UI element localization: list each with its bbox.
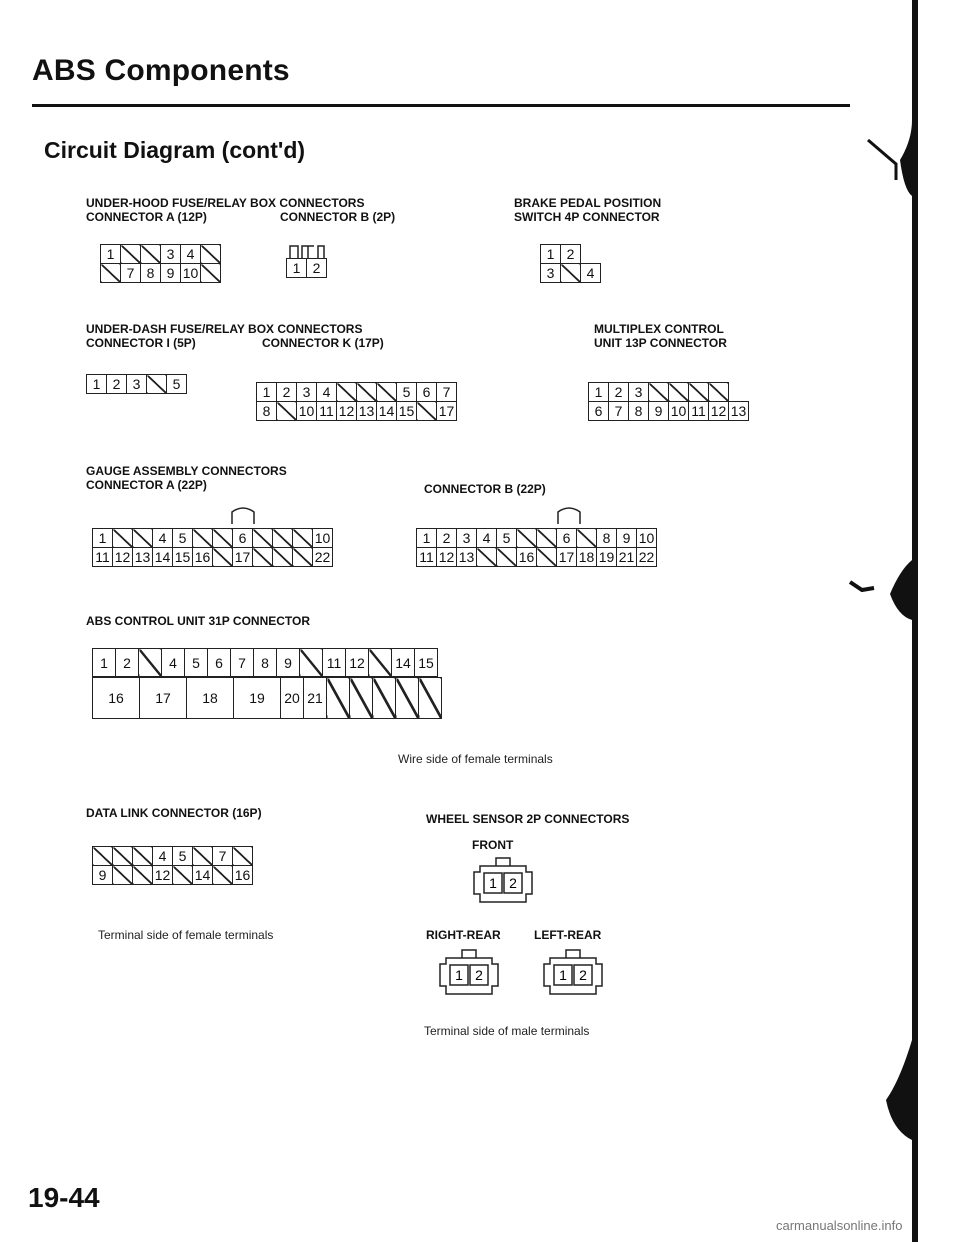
- unused-cavity: [477, 548, 497, 567]
- unused-cavity: [273, 529, 293, 548]
- terminal-pin: 8: [629, 402, 649, 421]
- unused-cavity: [561, 264, 581, 283]
- under-dash-conn-k-label: CONNECTOR K (17P): [262, 336, 384, 350]
- terminal-pin: 10: [313, 529, 333, 548]
- terminal-pin: 11: [323, 649, 346, 677]
- terminal-pin: 1: [417, 529, 437, 548]
- terminal-pin: 16: [517, 548, 537, 567]
- terminal-pin: 18: [187, 678, 234, 719]
- unused-cavity: [419, 678, 442, 719]
- terminal-pin: 2: [509, 875, 517, 891]
- under-dash-connector-i: [86, 374, 187, 394]
- unused-cavity: [417, 402, 437, 421]
- terminal-pin: 7: [437, 383, 457, 402]
- terminal-pin: 12: [153, 866, 173, 885]
- terminal-pin: 2: [437, 529, 457, 548]
- terminal-pin: 10: [297, 402, 317, 421]
- terminal-pin: 8: [257, 402, 277, 421]
- terminal-pin: 9: [93, 866, 113, 885]
- terminal-pin: 6: [208, 649, 231, 677]
- unused-cavity: [277, 402, 297, 421]
- terminal-pin: 14: [392, 649, 415, 677]
- wheel-sensor-body: [436, 948, 502, 1006]
- binder-clip-mid: [850, 560, 920, 630]
- terminal-pin: 10: [669, 402, 689, 421]
- terminal-pin: 12: [337, 402, 357, 421]
- terminal-pin: 1: [101, 245, 121, 264]
- unused-cavity: [147, 375, 167, 394]
- wheel-sensor-body: [540, 948, 606, 1006]
- terminal-pin: 1: [589, 383, 609, 402]
- terminal-pin: 4: [162, 649, 185, 677]
- terminal-pin: 1: [87, 375, 107, 394]
- terminal-pin: 3: [127, 375, 147, 394]
- under-hood-conn-a-label: CONNECTOR A (12P): [86, 210, 207, 224]
- terminal-pin: 4: [153, 529, 173, 548]
- gauge-b-latch: [554, 508, 584, 524]
- terminal-pin: 19: [234, 678, 281, 719]
- connector-b-latch: [286, 244, 330, 258]
- terminal-pin: 6: [589, 402, 609, 421]
- terminal-pin: 4: [317, 383, 337, 402]
- terminal-pin: 17: [557, 548, 577, 567]
- terminal-pin: 12: [346, 649, 369, 677]
- gauge-conn-b-label: CONNECTOR B (22P): [424, 482, 546, 496]
- brake-pedal-connector: [540, 244, 601, 283]
- terminal-pin: 11: [93, 548, 113, 567]
- under-hood-title: UNDER-HOOD FUSE/RELAY BOX CONNECTORS: [86, 196, 365, 210]
- terminal-pin: 5: [397, 383, 417, 402]
- terminal-pin: 2: [561, 245, 581, 264]
- terminal-pin: 17: [140, 678, 187, 719]
- terminal-pin: 5: [173, 529, 193, 548]
- terminal-pin: 3: [629, 383, 649, 402]
- binder-clip-bottom: [880, 1040, 920, 1140]
- unused-cavity: [369, 649, 392, 677]
- unused-cavity: [377, 383, 397, 402]
- terminal-pin: 13: [357, 402, 377, 421]
- unused-cavity: [193, 847, 213, 866]
- terminal-pin: 11: [317, 402, 337, 421]
- terminal-pin: 5: [167, 375, 187, 394]
- left-rear-wheel-sensor-connector: [540, 948, 606, 1011]
- unused-cavity: [577, 529, 597, 548]
- terminal-pin: 9: [617, 529, 637, 548]
- unused-cavity: [649, 383, 669, 402]
- terminal-pin: 16: [93, 678, 140, 719]
- terminal-pin: 2: [475, 967, 483, 983]
- unused-cavity: [373, 678, 396, 719]
- terminal-pin: 19: [597, 548, 617, 567]
- under-dash-connector-k: [256, 382, 457, 421]
- front-wheel-sensor-connector: [470, 856, 536, 919]
- terminal-pin: 2: [107, 375, 127, 394]
- abs-connector-row2: [92, 677, 442, 719]
- unused-cavity: [253, 548, 273, 567]
- terminal-pin: 8: [141, 264, 161, 283]
- terminal-pin: 9: [161, 264, 181, 283]
- terminal-pin: 9: [649, 402, 669, 421]
- terminal-pin: 9: [277, 649, 300, 677]
- gauge-title: GAUGE ASSEMBLY CONNECTORS: [86, 464, 287, 478]
- abs-unit-title: ABS CONTROL UNIT 31P CONNECTOR: [86, 614, 311, 628]
- page-number: 19-44: [28, 1182, 100, 1213]
- watermark: carmanualsonline.info: [776, 1218, 903, 1233]
- gauge-a-latch: [228, 508, 258, 524]
- abs-connector-row1: [92, 648, 438, 677]
- terminal-pin: 1: [287, 259, 307, 278]
- left-rear-label: LEFT-REAR: [534, 928, 602, 942]
- unused-cavity: [93, 847, 113, 866]
- data-link-title: DATA LINK CONNECTOR (16P): [86, 806, 262, 820]
- connector-shell: [440, 950, 498, 994]
- unused-cavity: [193, 529, 213, 548]
- terminal-pin: 5: [173, 847, 193, 866]
- terminal-pin: 2: [116, 649, 139, 677]
- page-title: ABS Components: [32, 54, 290, 87]
- terminal-pin: 17: [233, 548, 253, 567]
- unused-cavity: [293, 548, 313, 567]
- data-link-note: Terminal side of female terminals: [98, 928, 274, 942]
- terminal-pin: 3: [457, 529, 477, 548]
- gauge-connector-a: [92, 528, 333, 567]
- terminal-pin: 21: [304, 678, 327, 719]
- under-hood-conn-b-label: CONNECTOR B (2P): [280, 210, 396, 224]
- terminal-pin: 15: [415, 649, 438, 677]
- gauge-connector-b: [416, 528, 657, 567]
- brake-pedal-title: BRAKE PEDAL POSITION SWITCH 4P CONNECTOR: [514, 196, 662, 224]
- terminal-pin: 3: [297, 383, 317, 402]
- terminal-pin: 7: [121, 264, 141, 283]
- under-hood-connector-a: [100, 244, 221, 283]
- connector-shell: [544, 950, 602, 994]
- unused-cavity: [537, 548, 557, 567]
- unused-cavity: [139, 649, 162, 677]
- terminal-pin: 12: [113, 548, 133, 567]
- terminal-pin: 17: [437, 402, 457, 421]
- terminal-pin: 2: [307, 259, 327, 278]
- right-rear-label: RIGHT-REAR: [426, 928, 501, 942]
- unused-cavity: [337, 383, 357, 402]
- terminal-pin: 10: [181, 264, 201, 283]
- unused-cavity: [201, 245, 221, 264]
- binder-clip-top: [860, 120, 920, 200]
- unused-cavity: [517, 529, 537, 548]
- terminal-pin: 22: [637, 548, 657, 567]
- terminal-pin: 2: [579, 967, 587, 983]
- terminal-pin: 13: [133, 548, 153, 567]
- terminal-pin: 13: [729, 402, 749, 421]
- unused-cavity: [327, 678, 350, 719]
- unused-cavity: [133, 866, 153, 885]
- front-label: FRONT: [472, 838, 514, 852]
- terminal-pin: 3: [161, 245, 181, 264]
- terminal-pin: 5: [185, 649, 208, 677]
- terminal-pin: 11: [689, 402, 709, 421]
- terminal-pin: 1: [257, 383, 277, 402]
- terminal-pin: 1: [455, 967, 463, 983]
- unused-cavity: [497, 548, 517, 567]
- terminal-pin: 1: [93, 649, 116, 677]
- terminal-pin: 22: [313, 548, 333, 567]
- terminal-pin: 15: [397, 402, 417, 421]
- unused-cavity: [273, 548, 293, 567]
- terminal-pin: 4: [181, 245, 201, 264]
- terminal-pin: 6: [417, 383, 437, 402]
- multiplex-title: MULTIPLEX CONTROL UNIT 13P CONNECTOR: [594, 322, 727, 350]
- unused-cavity: [141, 245, 161, 264]
- unused-cavity: [113, 847, 133, 866]
- section-subtitle: Circuit Diagram (cont'd): [44, 137, 306, 163]
- unused-cavity: [133, 847, 153, 866]
- unused-cavity: [121, 245, 141, 264]
- terminal-pin: 4: [153, 847, 173, 866]
- terminal-pin: 1: [93, 529, 113, 548]
- unused-cavity: [689, 383, 709, 402]
- wheel-sensor-title: WHEEL SENSOR 2P CONNECTORS: [426, 812, 630, 826]
- unused-cavity: [213, 866, 233, 885]
- terminal-pin: 10: [637, 529, 657, 548]
- unused-cavity: [113, 866, 133, 885]
- unused-cavity: [709, 383, 729, 402]
- terminal-pin: 15: [173, 548, 193, 567]
- terminal-pin: 16: [193, 548, 213, 567]
- unused-cavity: [101, 264, 121, 283]
- terminal-pin: 14: [153, 548, 173, 567]
- unused-cavity: [133, 529, 153, 548]
- title-rule: [32, 104, 850, 107]
- terminal-pin: 20: [281, 678, 304, 719]
- unused-cavity: [201, 264, 221, 283]
- unused-cavity: [213, 548, 233, 567]
- terminal-pin: 14: [377, 402, 397, 421]
- multiplex-connector: [588, 382, 749, 421]
- terminal-pin: 2: [609, 383, 629, 402]
- under-dash-title: UNDER-DASH FUSE/RELAY BOX CONNECTORS: [86, 322, 363, 336]
- terminal-pin: 1: [541, 245, 561, 264]
- terminal-pin: 6: [233, 529, 253, 548]
- terminal-pin: 21: [617, 548, 637, 567]
- terminal-pin: 16: [233, 866, 253, 885]
- terminal-pin: 8: [597, 529, 617, 548]
- unused-cavity: [173, 866, 193, 885]
- under-hood-connector-b: [286, 258, 327, 278]
- unused-cavity: [350, 678, 373, 719]
- wheel-sensor-note: Terminal side of male terminals: [424, 1024, 590, 1038]
- wire-side-note: Wire side of female terminals: [398, 752, 553, 766]
- unused-cavity: [357, 383, 377, 402]
- unused-cavity: [537, 529, 557, 548]
- unused-cavity: [396, 678, 419, 719]
- unused-cavity: [669, 383, 689, 402]
- terminal-pin: 2: [277, 383, 297, 402]
- terminal-pin: 12: [709, 402, 729, 421]
- under-dash-conn-i-label: CONNECTOR I (5P): [86, 336, 196, 350]
- terminal-pin: 7: [231, 649, 254, 677]
- unused-cavity: [300, 649, 323, 677]
- terminal-pin: 7: [213, 847, 233, 866]
- terminal-pin: 1: [489, 875, 497, 891]
- terminal-pin: 6: [557, 529, 577, 548]
- unused-cavity: [213, 529, 233, 548]
- terminal-pin: 12: [437, 548, 457, 567]
- unused-cavity: [233, 847, 253, 866]
- terminal-pin: 4: [477, 529, 497, 548]
- terminal-pin: 11: [417, 548, 437, 567]
- right-rear-wheel-sensor-connector: [436, 948, 502, 1011]
- terminal-pin: 7: [609, 402, 629, 421]
- unused-cavity: [253, 529, 273, 548]
- terminal-pin: 13: [457, 548, 477, 567]
- terminal-pin: 18: [577, 548, 597, 567]
- terminal-pin: 8: [254, 649, 277, 677]
- terminal-pin: 3: [541, 264, 561, 283]
- wheel-sensor-body: [470, 856, 536, 914]
- unused-cavity: [113, 529, 133, 548]
- terminal-pin: 14: [193, 866, 213, 885]
- terminal-pin: 1: [559, 967, 567, 983]
- connector-shell: [474, 858, 532, 902]
- terminal-pin: 4: [581, 264, 601, 283]
- unused-cavity: [293, 529, 313, 548]
- gauge-conn-a-label: CONNECTOR A (22P): [86, 478, 207, 492]
- data-link-connector: [92, 846, 253, 885]
- terminal-pin: 5: [497, 529, 517, 548]
